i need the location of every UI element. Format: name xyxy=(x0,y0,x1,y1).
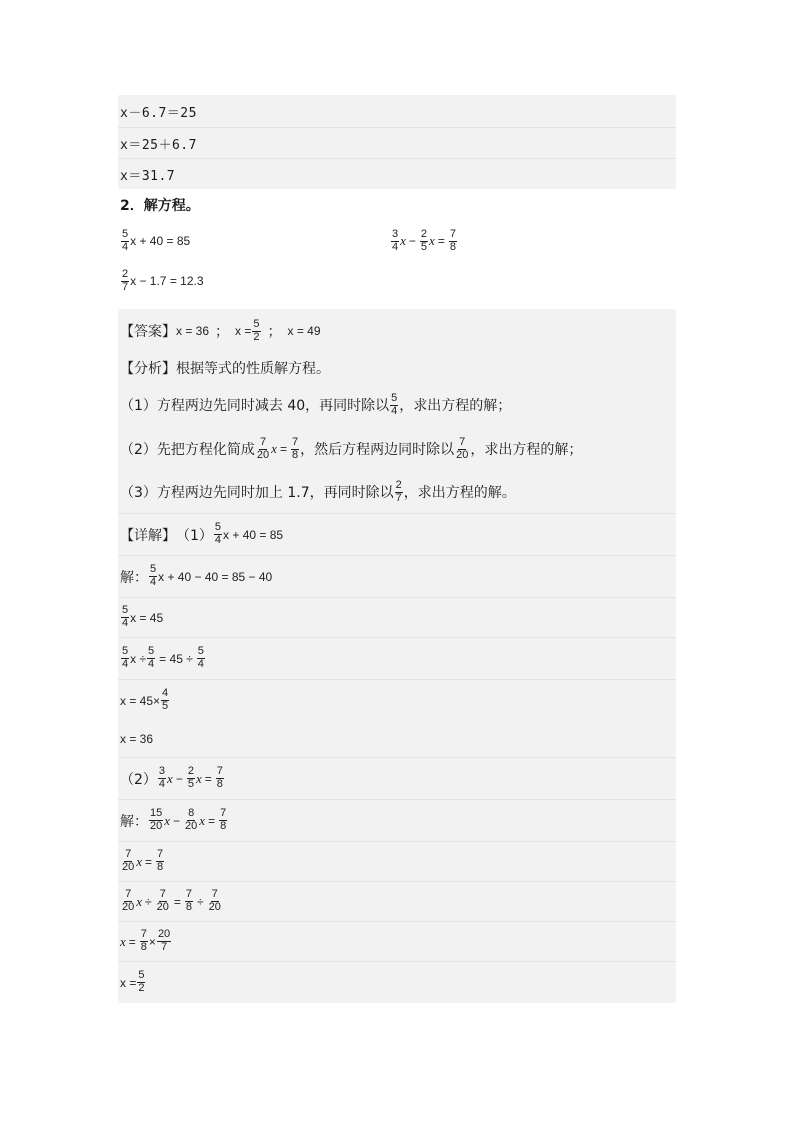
detail-part-2: （2） $\frac{3}{4}$ x − $\frac{2}{5}$ x = $\frac{7}{8}$ xyxy=(118,757,676,799)
eq1-rest: x + 40 = 85 xyxy=(130,234,191,248)
question-title xyxy=(118,189,676,221)
equation-3: $\frac{2}{7}$ x − 1.7 = 12.3 xyxy=(122,267,204,293)
prev-line-2-text: x＝25＋6.7 xyxy=(120,137,197,153)
answer-label: 【答案】 xyxy=(120,324,176,340)
analysis-text: 根据等式的性质解方程。 xyxy=(176,361,330,377)
prev-line-3 xyxy=(118,158,676,189)
detail-line-8: $\frac{7}{20}$ x ÷ $\frac{7}{20}$ = $\frac{7}{8}$ ÷ $\frac{7}{20}$ xyxy=(118,881,676,921)
detail-line-3: $\frac{5}{4}$ x ÷ $\frac{5}{4}$ = 45 ÷ $\frac{5}{4}$ xyxy=(118,637,676,679)
question-title-text: 2．解方程。 xyxy=(120,198,200,214)
analysis-step-2: （2）先把方程化简成 $\frac{7}{20}$ x = $\frac{7}{8}$ ，然后方程两边同时除以 $\frac{7}{20}$ ，求出方程的解； xyxy=(118,427,676,471)
detail-line-6: 解： $\frac{15}{20}$ x − $\frac{8}{20}$ x = $\frac{7}{8}$ xyxy=(118,799,676,841)
equation-3-row xyxy=(118,261,676,301)
analysis-step-3: （3）方程两边先同时加上 1.7，再同时除以 $\frac{2}{7}$ ，求出方程的解。 xyxy=(118,471,676,513)
answer-row xyxy=(118,309,676,353)
prev-line-1-text: x－6.7＝25 xyxy=(120,105,197,121)
detail-line-1: 解： $\frac{5}{4}$ x + 40 − 40 = 85 − 40 xyxy=(118,555,676,597)
prev-line-2 xyxy=(118,127,676,158)
question-equations-row xyxy=(118,221,676,261)
analysis-label: 【分析】 xyxy=(120,361,176,377)
equation-2: $\frac{3}{4}$ x − $\frac{2}{5}$ x = $\frac{7}{8}$ xyxy=(392,227,456,253)
analysis-step-1: （1）方程两边先同时减去 40，再同时除以 $\frac{5}{4}$ ，求出方程的解； xyxy=(118,383,676,427)
analysis-row xyxy=(118,353,676,383)
detail-line-9: x = $\frac{7}{8}$ × $\frac{20}{7}$ xyxy=(118,921,676,961)
eq3-rest: x − 1.7 = 12.3 xyxy=(130,274,204,288)
detail-line-2: $\frac{5}{4}$ x = 45 xyxy=(118,597,676,637)
detail-line-7: $\frac{7}{20}$ x = $\frac{7}{8}$ xyxy=(118,841,676,881)
detail-header: 【详解】 （1） $\frac{5}{4}$ x + 40 = 85 xyxy=(118,513,676,555)
detail-label: 【详解】 xyxy=(120,527,176,544)
detail-line-4: x = 45× $\frac{4}{5}$ xyxy=(118,679,676,721)
equation-1 xyxy=(120,229,190,253)
prev-line-1 xyxy=(118,95,676,127)
answer-values: x = 36 ； x = $\frac{5}{2}$ ； x = 49 xyxy=(176,317,321,343)
detail-line-10: x = $\frac{5}{2}$ xyxy=(118,961,676,1003)
detail-line-5: x = 36 xyxy=(118,721,676,757)
document-page xyxy=(118,95,676,1003)
prev-line-3-text: x＝31.7 xyxy=(120,168,176,184)
eq1-fraction: $\frac{5}{4}$ xyxy=(122,227,129,253)
